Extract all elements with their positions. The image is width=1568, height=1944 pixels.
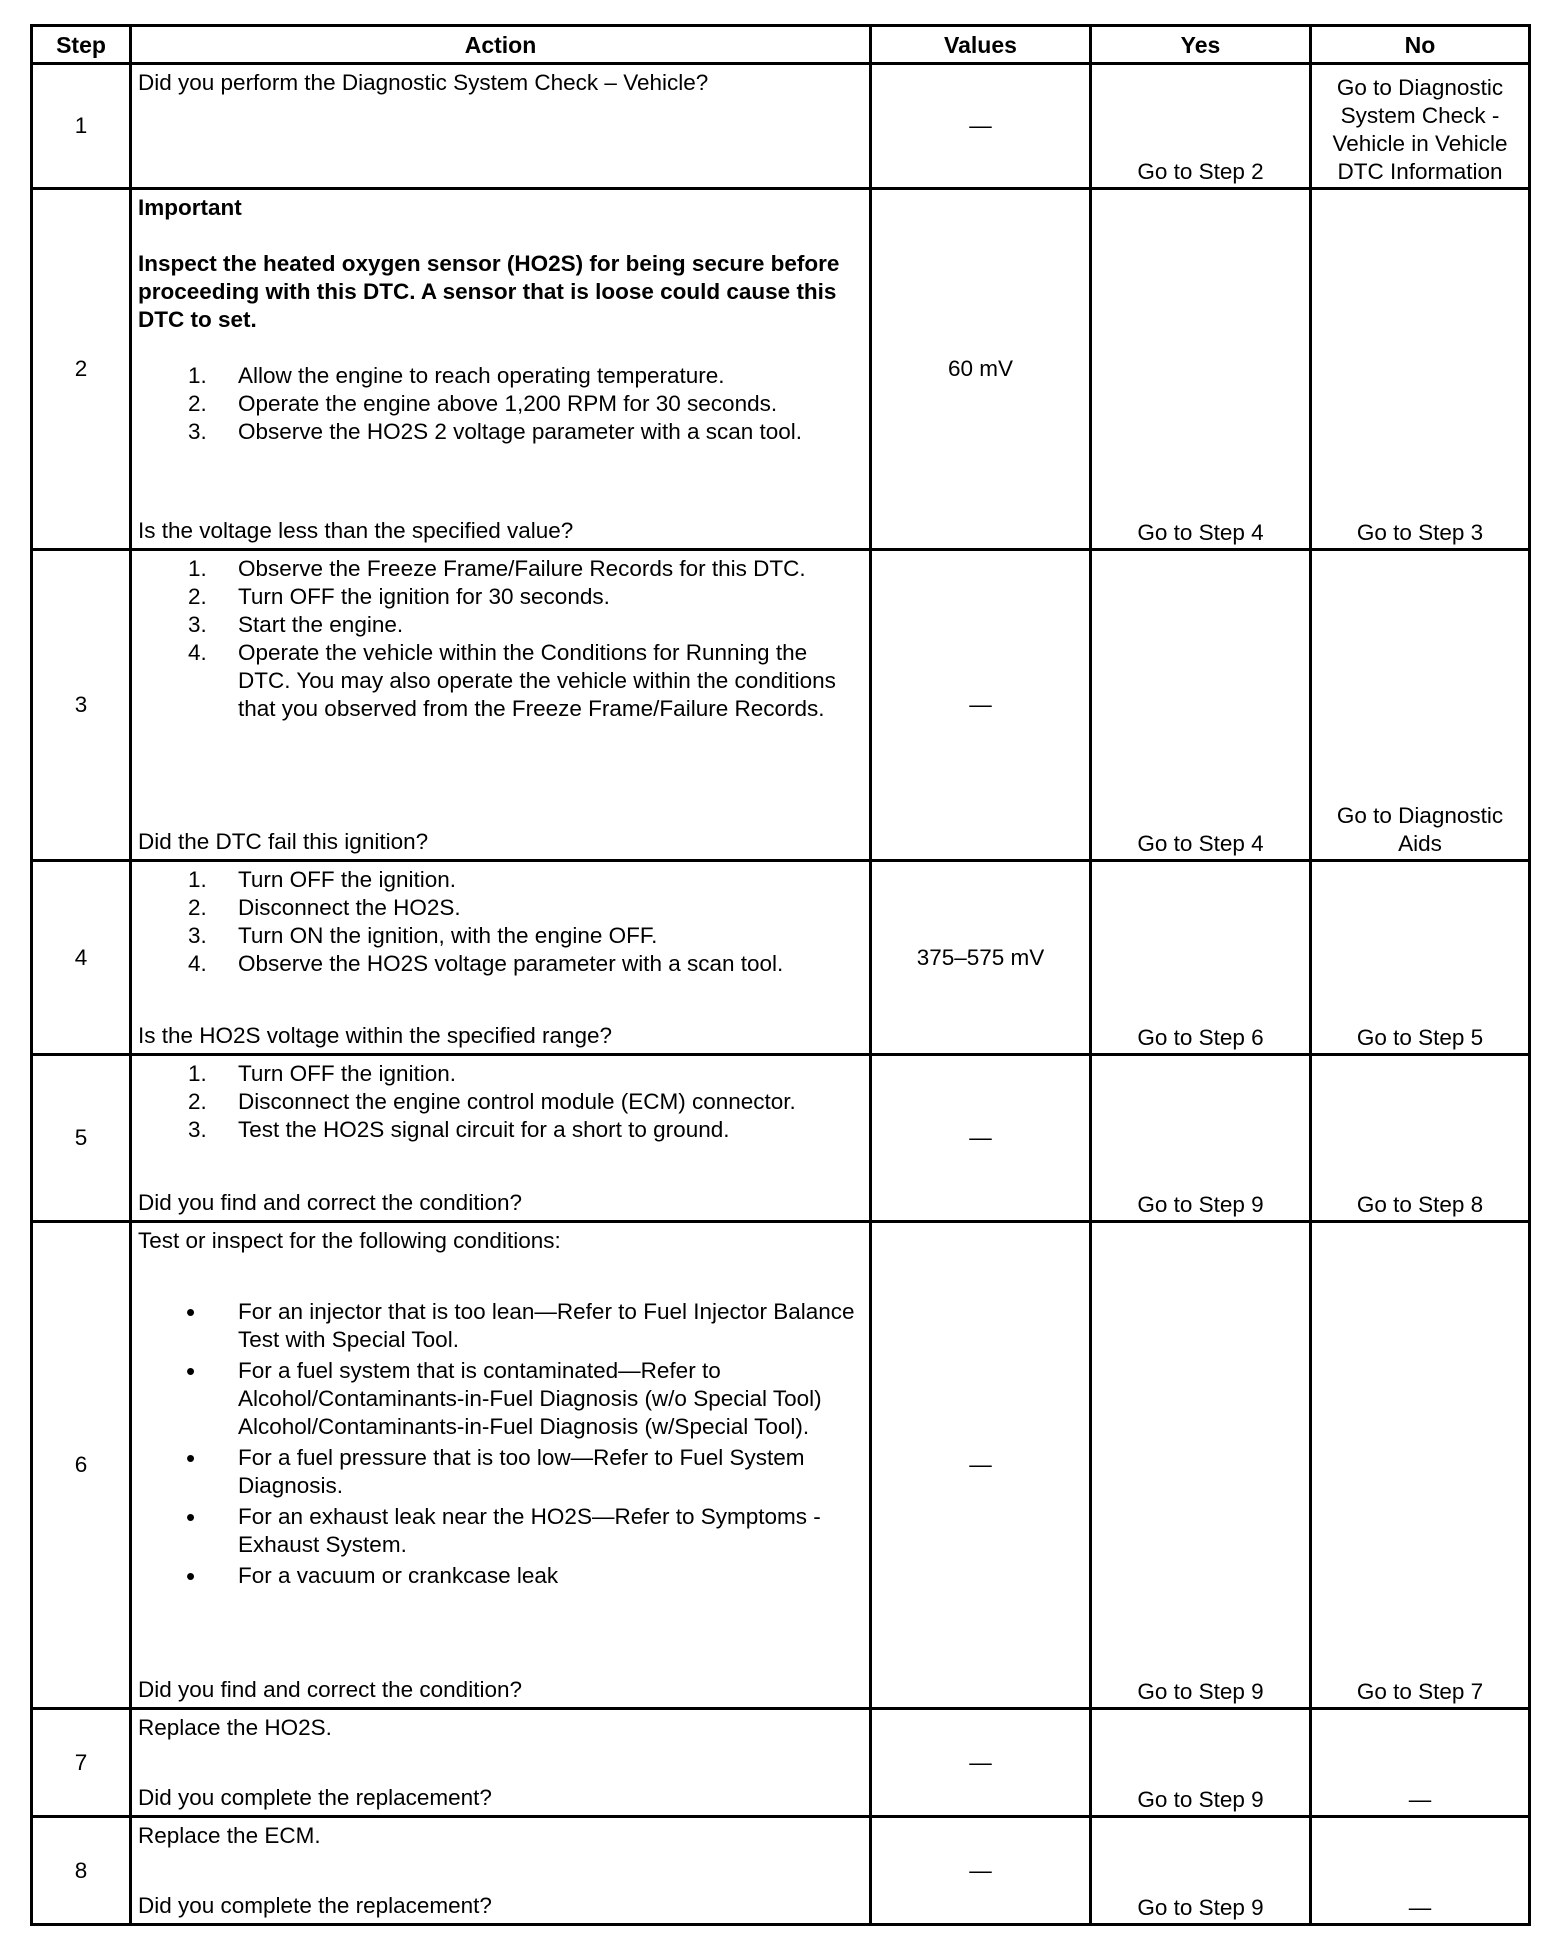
action-instruction: Replace the HO2S. — [138, 1715, 332, 1740]
action-instruction: Replace the ECM. — [138, 1823, 321, 1848]
action-question: Did you find and correct the condition? — [138, 1190, 522, 1215]
table-row-step-4 — [32, 861, 1530, 1055]
action-cell — [131, 1055, 871, 1222]
important-note: Inspect the heated oxygen sensor (HO2S) for being secure before proceeding with this DTC. A sensor that is loose could cause this DTC to set. — [138, 251, 840, 332]
no-cell: Go to Step 8 — [1311, 1055, 1530, 1222]
step-number: 8 — [32, 1817, 131, 1925]
step-number: 1 — [32, 64, 131, 189]
no-cell: Go to Step 3 — [1311, 189, 1530, 550]
step-number: 5 — [32, 1055, 131, 1222]
no-cell: — — [1311, 1709, 1530, 1817]
list-item: 4. Observe the HO2S voltage parameter with a scan tool. — [188, 951, 784, 976]
value-cell: — — [871, 1817, 1091, 1925]
header-no: No — [1311, 26, 1530, 64]
list-item: 3. Turn ON the ignition, with the engine OFF. — [188, 923, 658, 948]
list-item: • For an exhaust leak near the HO2S—Refer to Symptoms - Exhaust System. — [186, 1502, 821, 1557]
value-cell: — — [871, 1222, 1091, 1709]
bullet-icon: • — [186, 1561, 196, 1591]
action-question: Did you find and correct the condition? — [138, 1677, 522, 1702]
table-row-step-8 — [32, 1817, 1530, 1925]
header-step: Step — [32, 26, 131, 64]
yes-cell: Go to Step 4 — [1091, 189, 1311, 550]
list-item: • For a vacuum or crankcase leak — [186, 1561, 559, 1591]
value-cell: — — [871, 64, 1091, 189]
action-cell — [131, 1817, 871, 1925]
important-label: Important — [138, 195, 242, 220]
table-row-step-2 — [32, 189, 1530, 550]
procedure-list — [138, 362, 863, 446]
list-item: 1. Observe the Freeze Frame/Failure Records for this DTC. — [188, 556, 806, 581]
table-row-step-7 — [32, 1709, 1530, 1817]
diagnostic-table — [30, 24, 1531, 1926]
step-number: 4 — [32, 861, 131, 1055]
list-item: 2. Turn OFF the ignition for 30 seconds. — [188, 584, 610, 609]
action-intro: Test or inspect for the following conditions: — [138, 1228, 561, 1253]
action-question: Did the DTC fail this ignition? — [138, 829, 429, 854]
value-cell: 375–575 mV — [871, 861, 1091, 1055]
list-item: • For an injector that is too lean—Refer to Fuel Injector Balance Test with Special Tool. — [186, 1297, 855, 1352]
list-item: 1. Turn OFF the ignition. — [188, 1061, 457, 1086]
action-question: Is the voltage less than the specified value? — [138, 518, 574, 543]
action-question: Is the HO2S voltage within the specified range? — [138, 1023, 613, 1048]
action-cell — [131, 861, 871, 1055]
no-cell: Go to Step 5 — [1311, 861, 1530, 1055]
header-action: Action — [131, 26, 871, 64]
yes-cell: Go to Step 4 — [1091, 550, 1311, 861]
action-cell — [131, 64, 871, 189]
list-item: 1. Turn OFF the ignition. — [188, 867, 457, 892]
table-row-step-6 — [32, 1222, 1530, 1709]
value-cell: 60 mV — [871, 189, 1091, 550]
action-cell — [131, 550, 871, 861]
table-row-step-3 — [32, 550, 1530, 861]
yes-cell: Go to Step 9 — [1091, 1055, 1311, 1222]
no-cell: Go to Step 7 — [1311, 1222, 1530, 1709]
step-number: 2 — [32, 189, 131, 550]
header-values: Values — [871, 26, 1091, 64]
list-item: 2. Disconnect the HO2S. — [188, 895, 461, 920]
list-item: 3. Start the engine. — [188, 612, 404, 637]
procedure-list — [138, 1060, 863, 1144]
list-item: • For a fuel pressure that is too low—Refer to Fuel System Diagnosis. — [186, 1443, 805, 1498]
list-item: 3. Test the HO2S signal circuit for a short to ground. — [188, 1117, 730, 1142]
bullet-icon: • — [186, 1502, 196, 1532]
table-row-step-5 — [32, 1055, 1530, 1222]
no-cell: — — [1311, 1817, 1530, 1925]
step-number: 3 — [32, 550, 131, 861]
yes-cell: Go to Step 6 — [1091, 861, 1311, 1055]
step-number: 6 — [32, 1222, 131, 1709]
yes-cell: Go to Step 9 — [1091, 1817, 1311, 1925]
list-item: 1. Allow the engine to reach operating temperature. — [188, 363, 725, 388]
action-question: Did you perform the Diagnostic System Check – Vehicle? — [138, 70, 709, 95]
list-item: 2. Disconnect the engine control module (ECM) connector. — [188, 1089, 796, 1114]
list-item: 2. Operate the engine above 1,200 RPM for 30 seconds. — [188, 391, 778, 416]
value-cell: — — [871, 1055, 1091, 1222]
yes-cell: Go to Step 9 — [1091, 1709, 1311, 1817]
yes-cell: Go to Step 9 — [1091, 1222, 1311, 1709]
bullet-icon: • — [186, 1356, 196, 1386]
step-number: 7 — [32, 1709, 131, 1817]
action-cell — [131, 1222, 871, 1709]
action-cell — [131, 189, 871, 550]
no-cell: Go to Diagnostic System Check - Vehicle in Vehicle DTC Information — [1311, 64, 1530, 189]
header-row — [32, 26, 1530, 64]
no-cell: Go to Diagnostic Aids — [1311, 550, 1530, 861]
table-row-step-1 — [32, 64, 1530, 189]
condition-list — [138, 1298, 863, 1590]
procedure-list — [138, 555, 863, 723]
action-cell — [131, 1709, 871, 1817]
yes-cell: Go to Step 2 — [1091, 64, 1311, 189]
list-item: 4. Operate the vehicle within the Conditions for Running the DTC. You may also operate the vehicle within the conditions that you observed from the Freeze Frame/Failure Records. — [188, 640, 836, 721]
action-question: Did you complete the replacement? — [138, 1785, 492, 1810]
procedure-list — [138, 866, 863, 978]
value-cell: — — [871, 550, 1091, 861]
list-item: • For a fuel system that is contaminated—Refer to Alcohol/Contaminants-in-Fuel Diagnosis (w/o Special Tool) Alcohol/Contaminants-in-Fuel Diagnosis (w/Special Tool). — [186, 1356, 822, 1439]
list-item: 3. Observe the HO2S 2 voltage parameter with a scan tool. — [188, 419, 803, 444]
bullet-icon: • — [186, 1443, 196, 1473]
bullet-icon: • — [186, 1297, 196, 1327]
header-yes: Yes — [1091, 26, 1311, 64]
action-question: Did you complete the replacement? — [138, 1893, 492, 1918]
value-cell: — — [871, 1709, 1091, 1817]
